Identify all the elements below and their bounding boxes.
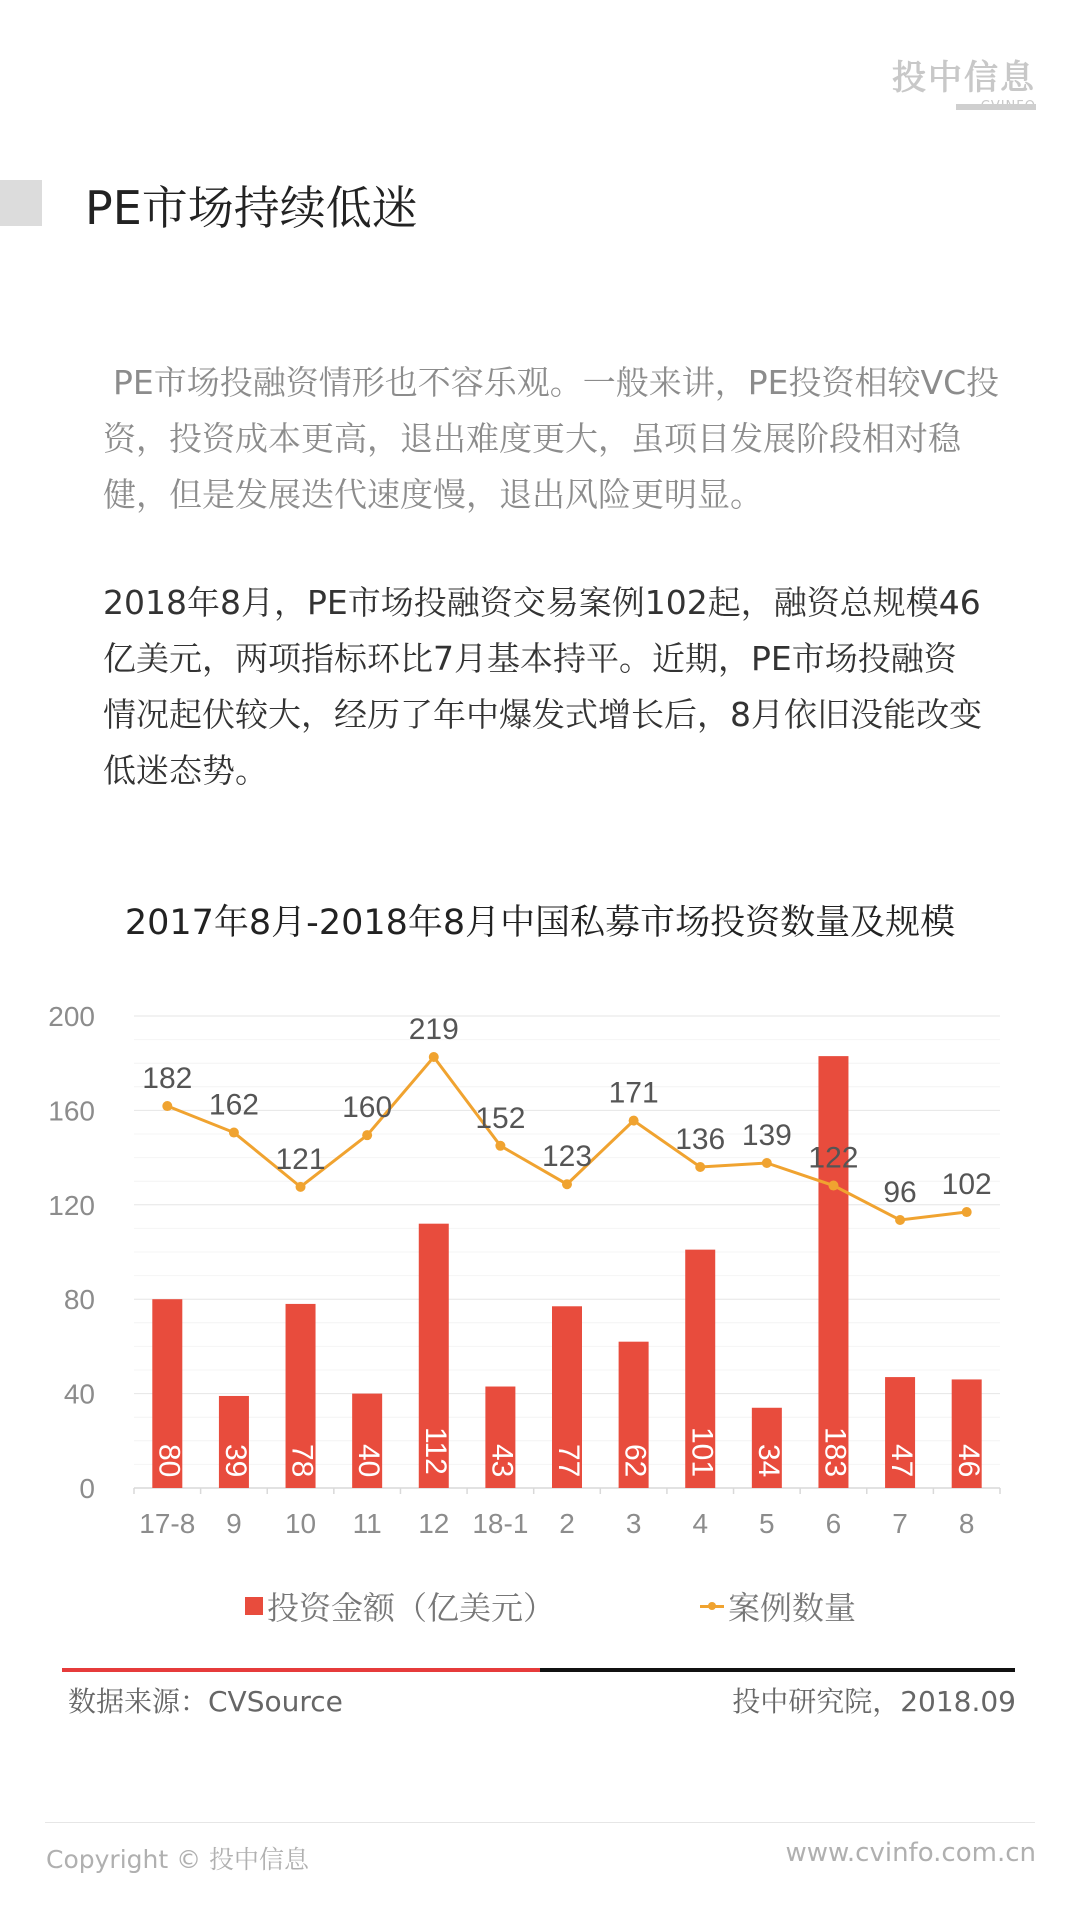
y-tick-label: 80	[63, 1284, 95, 1316]
line-point	[162, 1101, 172, 1111]
bar-value-label: 34	[751, 1444, 785, 1478]
line-point	[762, 1158, 772, 1168]
line-value-label: 152	[475, 1101, 526, 1135]
y-tick-label: 160	[48, 1095, 95, 1127]
line-point	[229, 1128, 239, 1138]
y-tick-label: 40	[63, 1378, 95, 1410]
page-title: PE市场持续低迷	[85, 181, 418, 235]
line-value-label: 219	[408, 1013, 459, 1046]
line-value-label: 136	[675, 1122, 726, 1156]
bar-value-label: 39	[219, 1444, 253, 1478]
logo-text: 投中信息	[892, 58, 1036, 98]
legend-item-count	[700, 1583, 856, 1629]
bar-value-label: 40	[352, 1444, 386, 1478]
bar-value-label: 80	[152, 1444, 186, 1478]
y-tick-label: 0	[79, 1473, 95, 1504]
line-value-label: 182	[142, 1062, 193, 1096]
x-tick-label: 10	[284, 1508, 317, 1539]
line-value-label: 121	[275, 1142, 326, 1176]
line-value-label: 160	[342, 1091, 393, 1125]
copyright-text: Copyright © 投中信息	[46, 1845, 310, 1874]
bar-value-label: 62	[618, 1444, 652, 1478]
bar-value-label: 43	[485, 1444, 519, 1478]
intro-paragraph: PE市场投融资情形也不容乐观。一般来讲，PE投资相较VC投资，投资成本更高，退出难度更大，虽项目发展阶段相对稳健，但是发展迭代速度慢，退出风险更明显。	[103, 363, 1000, 514]
x-tick-label: 17-8	[139, 1508, 196, 1539]
x-tick-label: 7	[892, 1508, 908, 1539]
line-point	[629, 1116, 639, 1126]
chart-title: 2017年8月-2018年8月中国私募市场投资数量及规模	[124, 903, 956, 943]
line-value-label: 171	[608, 1076, 659, 1110]
x-tick-label: 6	[825, 1508, 842, 1539]
x-tick-label: 12	[418, 1508, 450, 1539]
bar-value-label: 78	[285, 1444, 319, 1478]
line-point	[828, 1181, 838, 1191]
bar-value-label: 77	[552, 1444, 586, 1478]
legend-swatch-line	[700, 1605, 724, 1608]
legend-label-amount: 投资金额（亿美元）	[267, 1589, 556, 1627]
legend-label-count: 案例数量	[728, 1589, 857, 1627]
x-tick-label: 5	[759, 1508, 775, 1539]
brand-logo	[886, 58, 1036, 114]
line-point	[962, 1207, 972, 1217]
bar-value-label: 47	[885, 1444, 919, 1478]
line-point	[362, 1130, 372, 1140]
line-point	[895, 1215, 905, 1225]
title-marker	[0, 180, 42, 226]
line-point	[562, 1179, 572, 1189]
line-point	[429, 1052, 439, 1062]
divider-red	[62, 1668, 540, 1672]
line-value-label: 122	[808, 1141, 859, 1175]
legend-item-amount	[245, 1583, 555, 1629]
bar-value-label: 112	[418, 1427, 452, 1475]
x-tick-label: 18-1	[472, 1508, 529, 1539]
line-value-label: 123	[541, 1140, 593, 1174]
publisher-date: 投中研究院，2018.09	[732, 1685, 1016, 1718]
bar-value-label: 46	[951, 1444, 985, 1478]
data-source: 数据来源：CVSource	[68, 1685, 343, 1718]
line-point	[695, 1162, 705, 1172]
combo-chart	[0, 985, 1080, 1560]
bar-value-label: 183	[818, 1427, 852, 1478]
x-tick-label: 2	[559, 1508, 575, 1539]
divider-black	[540, 1668, 1015, 1672]
line-value-label: 96	[883, 1176, 917, 1209]
footer-divider	[45, 1822, 1035, 1823]
website-link[interactable]: www.cvinfo.com.cn	[785, 1838, 1036, 1868]
line-value-label: 162	[208, 1088, 259, 1122]
bar-value-label: 101	[685, 1427, 719, 1478]
x-tick-label: 9	[226, 1508, 242, 1539]
logo-bar	[956, 104, 1036, 110]
x-tick-label: 8	[958, 1508, 975, 1539]
y-tick-label: 120	[48, 1189, 95, 1221]
summary-paragraph: 2018年8月，PE市场投融资交易案例102起，融资总规模46亿美元，两项指标环比7月基本持平。近期，PE市场投融资情况起伏较大，经历了年中爆发式增长后，8月依旧没能改变低迷态势。	[103, 583, 982, 790]
legend-swatch-bar	[245, 1597, 263, 1615]
line-value-label: 139	[741, 1119, 792, 1153]
line-point	[296, 1182, 306, 1192]
line-value-label: 102	[941, 1168, 992, 1202]
x-tick-label: 11	[352, 1508, 382, 1539]
y-tick-label: 200	[48, 1001, 95, 1032]
bar-amount	[818, 1056, 848, 1488]
x-tick-label: 3	[625, 1508, 642, 1539]
x-tick-label: 4	[692, 1508, 709, 1539]
line-point	[495, 1141, 505, 1151]
